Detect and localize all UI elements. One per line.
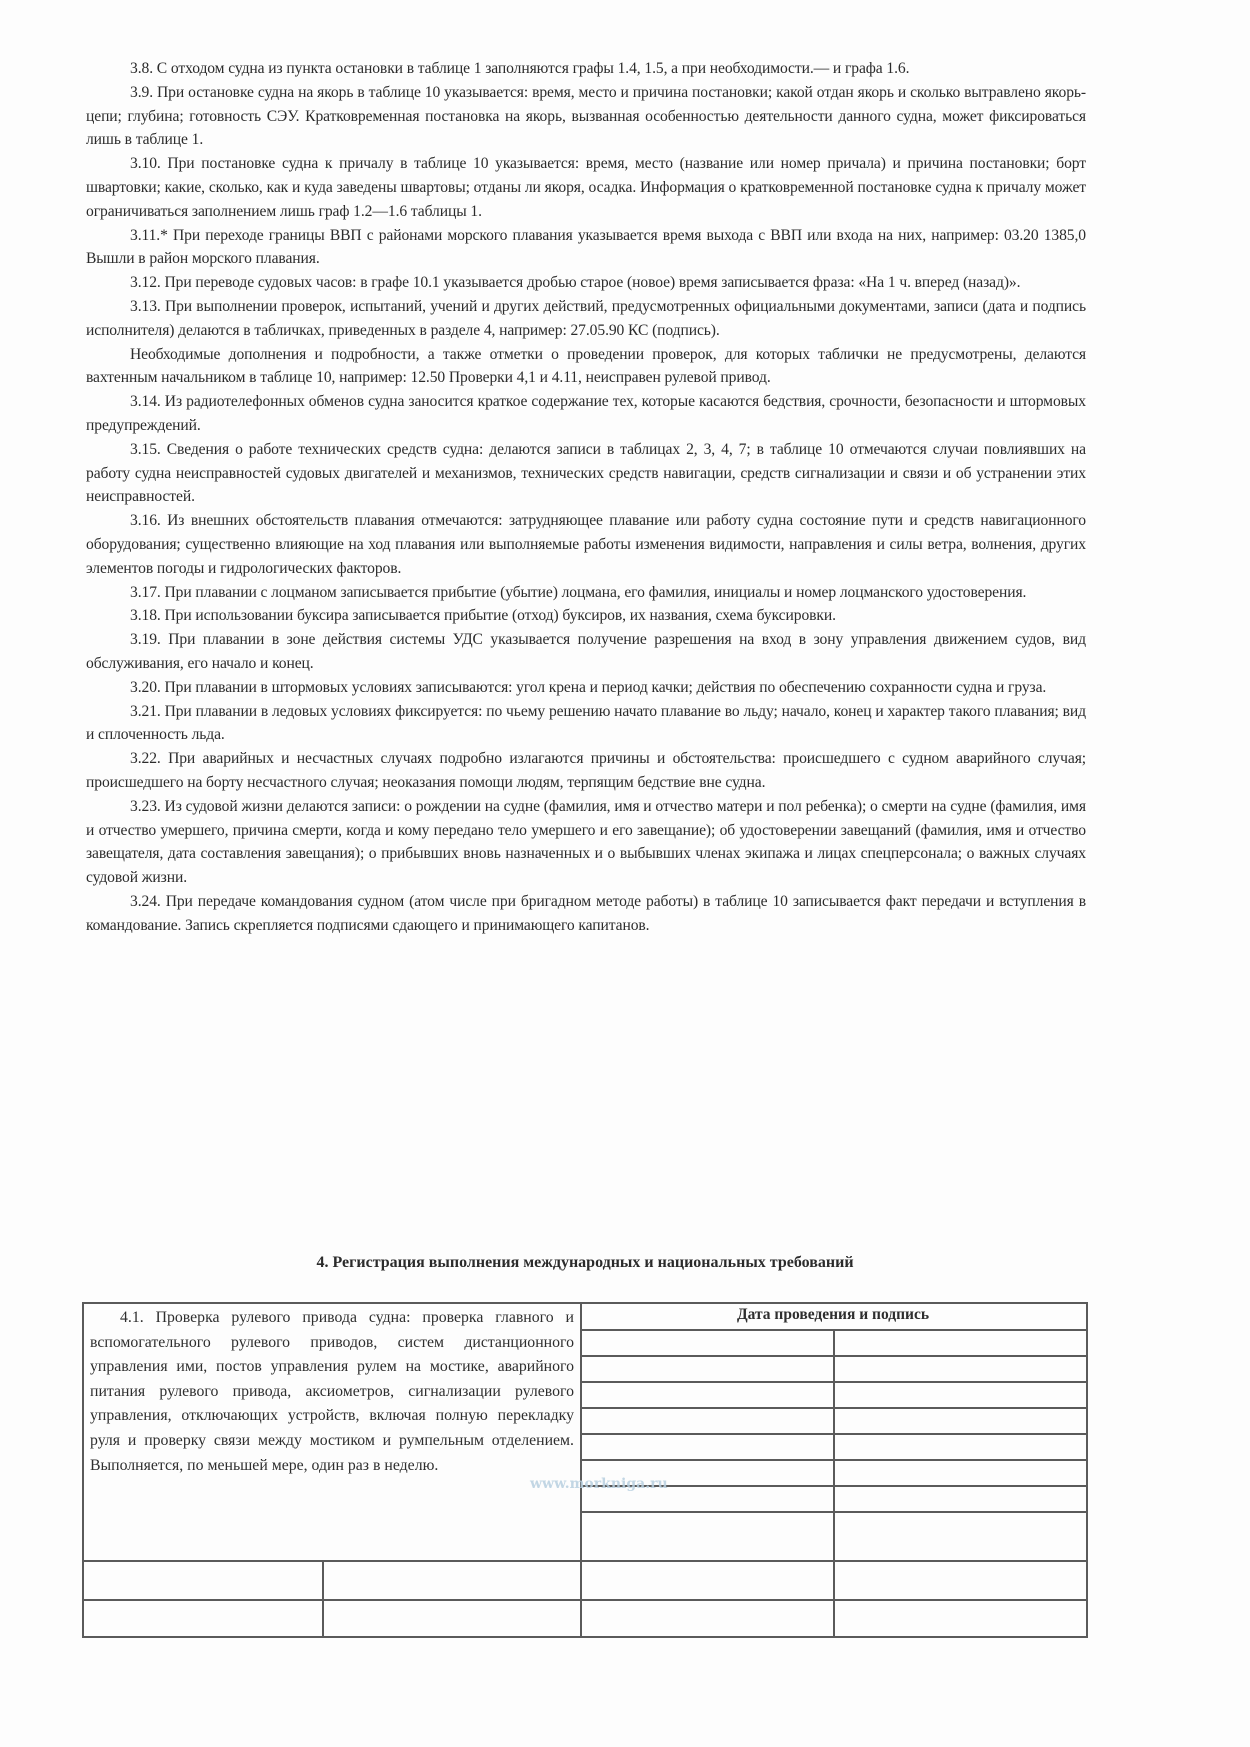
paragraph-3-9: 3.9. При остановке судна на якорь в таблице 10 указывается: время, место и причина постановки; какой отдан якорь и сколько вытравлено якорь-цепи; глубина; готовность СЭУ. Кратковременная постановка на якорь, вызванная особенностью деятельности данного судна, может фиксироваться лишь в таблице 1. (86, 83, 1086, 149)
paragraph-3-17: 3.17. При плавании с лоцманом записывается прибытие (убытие) лоцмана, его фамилия, инициалы и номер лоцманского удостоверения. (130, 583, 1027, 601)
paragraph-3-15: 3.15. Сведения о работе технических средств судна: делаются записи в таблицах 2, 3, 4, 7; в таблице 10 отмечаются случаи повлиявших на работу судна неисправностей судовых двигателей и механизмов, технических средств навигации, средств сигнализации и связи и об устранении этих неисправностей. (86, 440, 1086, 506)
signature-cell[interactable] (582, 1331, 832, 1355)
signature-cell[interactable] (582, 1383, 832, 1407)
signature-cell[interactable] (582, 1435, 832, 1459)
signature-cell[interactable] (835, 1513, 1085, 1559)
signature-cell[interactable] (84, 1601, 321, 1636)
registration-table (82, 1302, 1088, 1638)
signature-cell[interactable] (324, 1562, 579, 1598)
paragraph-3-13: 3.13. При выполнении проверок, испытаний, учений и других действий, предусмотренных официальными документами, записи (дата и подпись исполнителя) делаются в табличках, приведенных в разделе 4, например: 27.05.90 КС (подпись). (86, 297, 1086, 339)
signature-cell[interactable] (835, 1461, 1085, 1485)
check-description-cell (90, 1306, 574, 1478)
signature-cell[interactable] (835, 1487, 1085, 1511)
paragraph-3-18: 3.18. При использовании буксира записывается прибытие (отход) буксиров, их названия, схема буксировки. (130, 607, 836, 625)
paragraph-3-10: 3.10. При постановке судна к причалу в таблице 10 указывается: время, место (название или номер причала) и причина постановки; борт швартовки; какие, сколько, как и куда заведены швартовы; отданы ли якоря, осадка. Информация о кратковременной постановке судна к причалу может ограничиваться заполнением лишь граф 1.2—1.6 таблицы 1. (86, 155, 1086, 220)
signature-cell[interactable] (835, 1409, 1085, 1433)
signature-cell[interactable] (84, 1562, 321, 1598)
paragraph-3-23: 3.23. Из судовой жизни делаются записи: о рождении на судне (фамилия, имя и отчество матери и пол ребенка); о смерти на судне (фамилия, имя и отчество умершего, причина смерти, когда и кому передано тело умершего и его завещание); об удостоверении завещаний (фамилия, имя и отчество завещателя, дата составления завещания); о прибывших вновь назначенных и о выбывших членах экипажа и лицах спецперсонала; о важных случаях судовой жизни. (86, 797, 1086, 887)
signature-cell[interactable] (582, 1513, 832, 1559)
signature-cell[interactable] (582, 1409, 832, 1433)
paragraph-3-12: 3.12. При переводе судовых часов: в графе 10.1 указывается дробью старое (новое) время записывается фраза: «На 1 ч. вперед (назад)». (130, 274, 1021, 292)
instructions-text (86, 57, 1086, 937)
paragraph-3-20: 3.20. При плавании в штормовых условиях записываются: угол крена и период качки; действия по обеспечению сохранности судна и груза. (130, 678, 1047, 696)
paragraph-3-11: 3.11.* При переходе границы ВВП с районами морского плавания указывается время выхода с ВВП или входа на них, например: 03.20 1385,0 Вышли в район морского плавания. (86, 226, 1086, 268)
paragraph-3-13-note: Необходимые дополнения и подробности, а также отметки о проведении проверок, для которых таблички не предусмотрены, делаются вахтенным начальником в таблице 10, например: 12.50 Проверки 4,1 и 4.11, неисправен рулевой привод. (86, 345, 1086, 387)
date-signature-header: Дата проведения и подпись (736, 1306, 930, 1323)
paragraph-3-24: 3.24. При передаче командования судном (атом числе при бригадном методе работы) в таблице 10 записывается факт передачи и вступления в командование. Запись скрепляется подписями сдающего и принимающего капитанов. (86, 892, 1086, 934)
signature-cell[interactable] (835, 1357, 1085, 1381)
paragraph-3-21: 3.21. При плавании в ледовых условиях фиксируется: по чьему решению начато плавание во льду; начало, конец и характер такого плавания; вид и сплоченность льда. (86, 702, 1086, 744)
paragraph-3-19: 3.19. При плавании в зоне действия системы УДС указывается получение разрешения на вход в зону управления движением судов, вид обслуживания, его начало и конец. (86, 631, 1086, 672)
paragraph-3-14: 3.14. Из радиотелефонных обменов судна заносится краткое содержание тех, которые касаются бедствия, срочности, безопасности и штормовых предупреждений. (86, 393, 1086, 434)
paragraph-3-8: 3.8. С отходом судна из пункта остановки в таблице 1 заполняются графы 1.4, 1.5, а при необходимости.— и графа 1.6. (130, 60, 910, 77)
watermark: www.morkniga.ru (530, 1476, 668, 1492)
check-description-text: 4.1. Проверка рулевого привода судна: проверка главного и вспомогательного рулевого приводов, систем дистанционного управления ими, постов управления рулем на мостике, аварийного питания рулевого привода, аксиометров, сигнализации рулевого управления, отключающих устройств, включая полную перекладку руля и проверку связи между мостиком и румпельным отделением. Выполняется, по меньшей мере, один раз в неделю. (90, 1309, 574, 1474)
signature-cell[interactable] (324, 1601, 579, 1636)
paragraph-3-22: 3.22. При аварийных и несчастных случаях подробно излагаются причины и обстоятельства: происшедшего с судном аварийного случая; происшедшего на борту несчастного случая; неоказания помощи людям, терпящим бедствие вне судна. (86, 750, 1086, 791)
paragraph-3-16: 3.16. Из внешних обстоятельств плавания отмечаются: затрудняющее плавание или работу судна состояние пути и средств навигационного оборудования; существенно влияющие на ход плавания или выполняемые работы изменения видимости, направления и силы ветра, волнения, других элементов погоды и гидрологических факторов. (86, 512, 1086, 577)
signature-cell[interactable] (835, 1383, 1085, 1407)
signature-cell[interactable] (835, 1331, 1085, 1355)
section-title: 4. Регистрация выполнения международных и национальных требований (316, 1254, 854, 1271)
signature-cell[interactable] (835, 1435, 1085, 1459)
signature-cell[interactable] (582, 1357, 832, 1381)
